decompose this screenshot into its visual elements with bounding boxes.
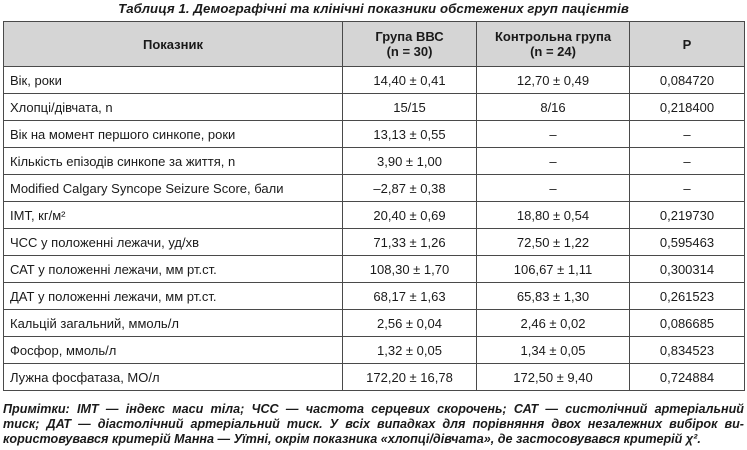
row-group-vvs-value: 14,40 ± 0,41: [343, 67, 477, 94]
header-group-vvs: [343, 22, 477, 67]
row-p-value: –: [630, 121, 745, 148]
header-control-group: [477, 22, 630, 67]
table-row: [4, 121, 745, 148]
notes-line-2: тиск; ДАТ — діастолічний артеріальний тиск. У всіх випадках для порівняння двох незалежних вибірок ви-: [3, 417, 744, 431]
row-control-value: 8/16: [477, 94, 630, 121]
row-group-vvs-value: 15/15: [343, 94, 477, 121]
row-control-value: –: [477, 121, 630, 148]
table-row: [4, 256, 745, 283]
row-control-value: 106,67 ± 1,11: [477, 256, 630, 283]
row-p-value: 0,086685: [630, 310, 745, 337]
table-title: Таблиця 1. Демографічні та клінічні показники обстежених груп пацієнтів: [118, 1, 629, 16]
row-p-value: –: [630, 175, 745, 202]
table-row: [4, 364, 745, 391]
row-p-value: 0,595463: [630, 229, 745, 256]
row-group-vvs-value: 108,30 ± 1,70: [343, 256, 477, 283]
row-control-value: 65,83 ± 1,30: [477, 283, 630, 310]
table-row: [4, 94, 745, 121]
row-label: Хлопці/дівчата, n: [4, 94, 343, 121]
row-label: Modified Calgary Syncope Seizure Score, бали: [4, 175, 343, 202]
row-group-vvs-value: 3,90 ± 1,00: [343, 148, 477, 175]
table-row: [4, 202, 745, 229]
row-group-vvs-value: 20,40 ± 0,69: [343, 202, 477, 229]
row-label: Вік на момент першого синкопе, роки: [4, 121, 343, 148]
row-control-value: 12,70 ± 0,49: [477, 67, 630, 94]
row-p-value: 0,219730: [630, 202, 745, 229]
header-group-vvs-n: (n = 30): [386, 44, 433, 59]
header-indicator: Показник: [4, 22, 343, 67]
row-control-value: –: [477, 175, 630, 202]
header-p-value: P: [630, 22, 745, 67]
row-label: ІМТ, кг/м²: [4, 202, 343, 229]
table-row: [4, 229, 745, 256]
row-control-value: –: [477, 148, 630, 175]
row-label: САТ у положенні лежачи, мм рт.ст.: [4, 256, 343, 283]
row-label: Фосфор, ммоль/л: [4, 337, 343, 364]
table-row: [4, 148, 745, 175]
row-group-vvs-value: 13,13 ± 0,55: [343, 121, 477, 148]
row-label: Кальцій загальний, ммоль/л: [4, 310, 343, 337]
row-group-vvs-value: 2,56 ± 0,04: [343, 310, 477, 337]
table-notes: [3, 402, 744, 447]
row-p-value: 0,218400: [630, 94, 745, 121]
header-control-group-n: (n = 24): [530, 44, 576, 59]
row-p-value: 0,084720: [630, 67, 745, 94]
table-row: [4, 310, 745, 337]
data-table: [3, 21, 745, 391]
row-p-value: 0,261523: [630, 283, 745, 310]
row-control-value: 72,50 ± 1,22: [477, 229, 630, 256]
row-label: ДАТ у положенні лежачи, мм рт.ст.: [4, 283, 343, 310]
row-control-value: 18,80 ± 0,54: [477, 202, 630, 229]
header-group-vvs-name: Група ВВС: [375, 29, 444, 44]
table-row: [4, 337, 745, 364]
notes-line-1: Примітки: ІМТ — індекс маси тіла; ЧСС — частота серцевих скорочень; САТ — систолічний артеріальний: [3, 402, 744, 416]
row-label: Лужна фосфатаза, МО/л: [4, 364, 343, 391]
table-row: [4, 283, 745, 310]
row-p-value: 0,834523: [630, 337, 745, 364]
row-p-value: 0,724884: [630, 364, 745, 391]
row-control-value: 172,50 ± 9,40: [477, 364, 630, 391]
table-header-row: [4, 22, 745, 67]
row-control-value: 2,46 ± 0,02: [477, 310, 630, 337]
row-p-value: –: [630, 148, 745, 175]
table-row: [4, 67, 745, 94]
row-label: ЧСС у положенні лежачи, уд/хв: [4, 229, 343, 256]
row-group-vvs-value: –2,87 ± 0,38: [343, 175, 477, 202]
row-group-vvs-value: 68,17 ± 1,63: [343, 283, 477, 310]
row-label: Кількість епізодів синкопе за життя, n: [4, 148, 343, 175]
row-group-vvs-value: 172,20 ± 16,78: [343, 364, 477, 391]
row-group-vvs-value: 1,32 ± 0,05: [343, 337, 477, 364]
table-row: [4, 175, 745, 202]
table-body: [4, 67, 745, 391]
row-p-value: 0,300314: [630, 256, 745, 283]
row-control-value: 1,34 ± 0,05: [477, 337, 630, 364]
row-label: Вік, роки: [4, 67, 343, 94]
row-group-vvs-value: 71,33 ± 1,26: [343, 229, 477, 256]
header-control-group-name: Контрольна група: [494, 29, 612, 44]
notes-line-3: користовувався критерій Манна — Уїтні, окрім показника «хлопці/дівчата», де застосовувався критерій χ².: [3, 432, 701, 446]
